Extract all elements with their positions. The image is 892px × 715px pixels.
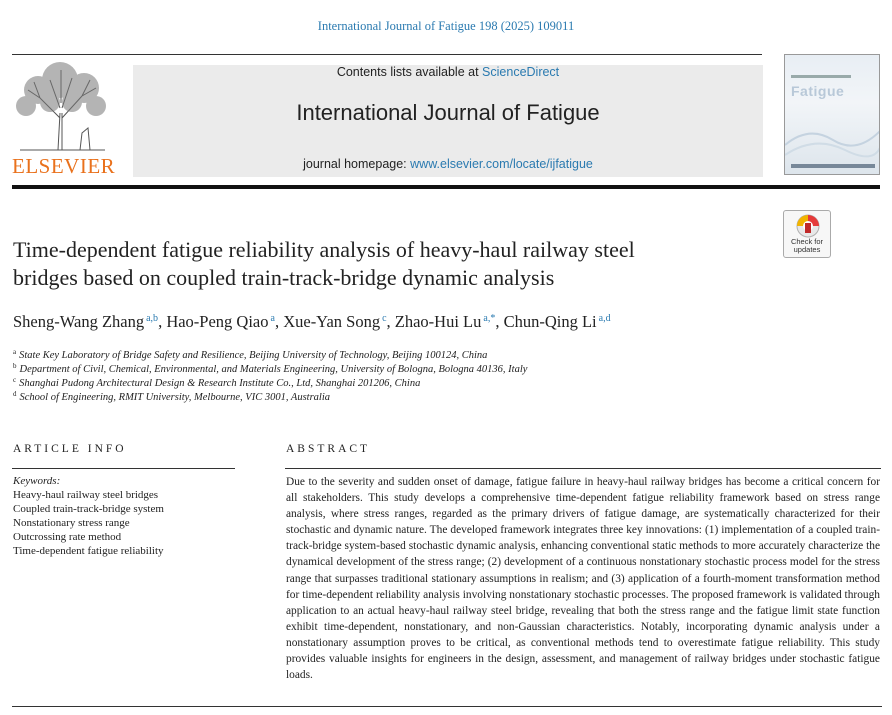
- check-for-updates-label: [783, 238, 831, 254]
- article-title: [13, 236, 753, 292]
- abstract-rule: [285, 468, 881, 469]
- keyword: Time-dependent fatigue reliability: [13, 545, 164, 557]
- crossmark-line1: Check for: [790, 237, 824, 246]
- contents-prefix: Contents lists available at: [336, 65, 479, 79]
- keywords-block: [13, 474, 243, 558]
- homepage-line: [133, 157, 763, 171]
- keyword: Outcrossing rate method: [13, 531, 122, 543]
- bottom-rule: [12, 706, 882, 707]
- article-title-line1: Time-dependent fatigue reliability analysis of heavy-haul railway steel: [13, 237, 635, 262]
- author[interactable]: [166, 312, 279, 331]
- author-separator: ,: [386, 312, 391, 331]
- affiliation: [13, 373, 773, 387]
- header-thick-rule: [12, 185, 880, 189]
- abstract-text: Due to the severity and sudden onset of damage, fatigue failure in heavy-haul railway bridges has become a critical concern for all stakeholders. This study develops a comprehensive time-dependent fatigue reliability framework based on stress range analysis, where stress ranges, regarded as the primary drivers of fatigue damage, are systematically characterized for their stochastic and dynamic nature. The developed framework integrates three key innovations: (1) implementation of a coupled train-track-bridge system-based stochastic dynamic analysis, enhancing conventional static methods to more accurately characterize the dynamical development of the stress range; (2) development of a continuous nonstationary stochastic process model for the stress range that surpasses traditional stationary assumptions in realism; and (3) application of a fourth-moment transformation method for time-dependent reliability analysis involving nonstationary stochastic processes. The proposed framework is validated through application to an actual heavy-haul railway steel bridge, revealing that both the stress range and the fatigue limit state function exhibit time-dependent, nonstationary, and non-Gaussian characteristics. Notably, incorporating dynamic analysis under a nonstationary assumption proves to be critical, as conventional methods tend to overestimate fatigue reliability. This study provides valuable insights for engineers in the design, assessment, and management of railway bridges under stochastic fatigue loads.: [286, 476, 880, 682]
- author[interactable]: [504, 312, 611, 331]
- author-name: Chun-Qing Li: [503, 312, 597, 331]
- author-affiliation-marker[interactable]: a: [270, 313, 275, 324]
- homepage-link[interactable]: www.elsevier.com/locate/ijfatigue: [410, 157, 593, 171]
- affiliation: [13, 345, 773, 359]
- header-top-rule: [12, 54, 762, 55]
- journal-title[interactable]: International Journal of Fatigue: [296, 100, 600, 125]
- author-affiliation-marker[interactable]: a,*: [483, 313, 496, 324]
- author-list: [13, 312, 773, 332]
- article-info-rule: [12, 468, 235, 469]
- crossmark-line2: updates: [793, 245, 821, 254]
- affiliation-text: State Key Laboratory of Bridge Safety and Resilience, Beijing University of Technology, Beijing 100124, China: [19, 350, 488, 361]
- elsevier-tree-icon: [10, 58, 112, 153]
- journal-citation[interactable]: International Journal of Fatigue 198 (2025) 109011: [317, 19, 575, 33]
- cover-title: Fatigue: [791, 83, 845, 99]
- affiliation-text: School of Engineering, RMIT University, Melbourne, VIC 3001, Australia: [19, 392, 330, 403]
- abstract-heading: ABSTRACT: [286, 443, 371, 455]
- journal-cover-thumbnail[interactable]: [784, 54, 880, 175]
- author-affiliation-marker[interactable]: c: [382, 313, 387, 324]
- author[interactable]: [13, 312, 162, 331]
- affiliation-list: [13, 345, 773, 401]
- author[interactable]: [283, 312, 390, 331]
- author-separator: ,: [495, 312, 500, 331]
- article-title-line2: bridges based on coupled train-track-bridge dynamic analysis: [13, 265, 555, 290]
- cover-header-strip: [791, 75, 851, 78]
- sciencedirect-link[interactable]: ScienceDirect: [482, 65, 560, 79]
- author-name: Xue-Yan Song: [283, 312, 381, 331]
- contents-line: [133, 65, 763, 79]
- cover-graphic-icon: [785, 105, 880, 165]
- author[interactable]: [395, 312, 500, 331]
- affiliation-key: d: [13, 390, 17, 398]
- author-separator: ,: [274, 312, 280, 331]
- cover-footer-bar: [791, 164, 875, 168]
- publisher-wordmark: ELSEVIER: [12, 154, 116, 178]
- keywords-label: Keywords:: [13, 475, 61, 487]
- affiliation-text: Department of Civil, Chemical, Environmental, and Materials Engineering, University of Bologna, Bologna 40136, Italy: [19, 364, 528, 375]
- author-name: Hao-Peng Qiao: [166, 312, 269, 331]
- author-separator: ,: [158, 312, 163, 331]
- keyword: Coupled train-track-bridge system: [13, 503, 164, 515]
- affiliation-text: Shanghai Pudong Architectural Design & Research Institute Co., Ltd, Shanghai 201206, China: [19, 378, 421, 389]
- affiliation: [13, 387, 773, 401]
- affiliation-key: c: [13, 376, 17, 384]
- homepage-prefix: journal homepage:: [303, 157, 407, 171]
- article-info-heading: ARTICLE INFO: [13, 443, 127, 455]
- affiliation: [13, 359, 773, 373]
- author-name: Sheng-Wang Zhang: [13, 312, 145, 331]
- affiliation-key: a: [13, 348, 17, 356]
- elsevier-logo[interactable]: [10, 58, 116, 178]
- affiliation-key: b: [13, 362, 17, 370]
- author-affiliation-marker[interactable]: a,b: [146, 313, 159, 324]
- author-name: Zhao-Hui Lu: [394, 312, 482, 331]
- keyword: Heavy-haul railway steel bridges: [13, 489, 159, 501]
- author-affiliation-marker[interactable]: a,d: [598, 313, 611, 324]
- keyword: Nonstationary stress range: [13, 517, 130, 529]
